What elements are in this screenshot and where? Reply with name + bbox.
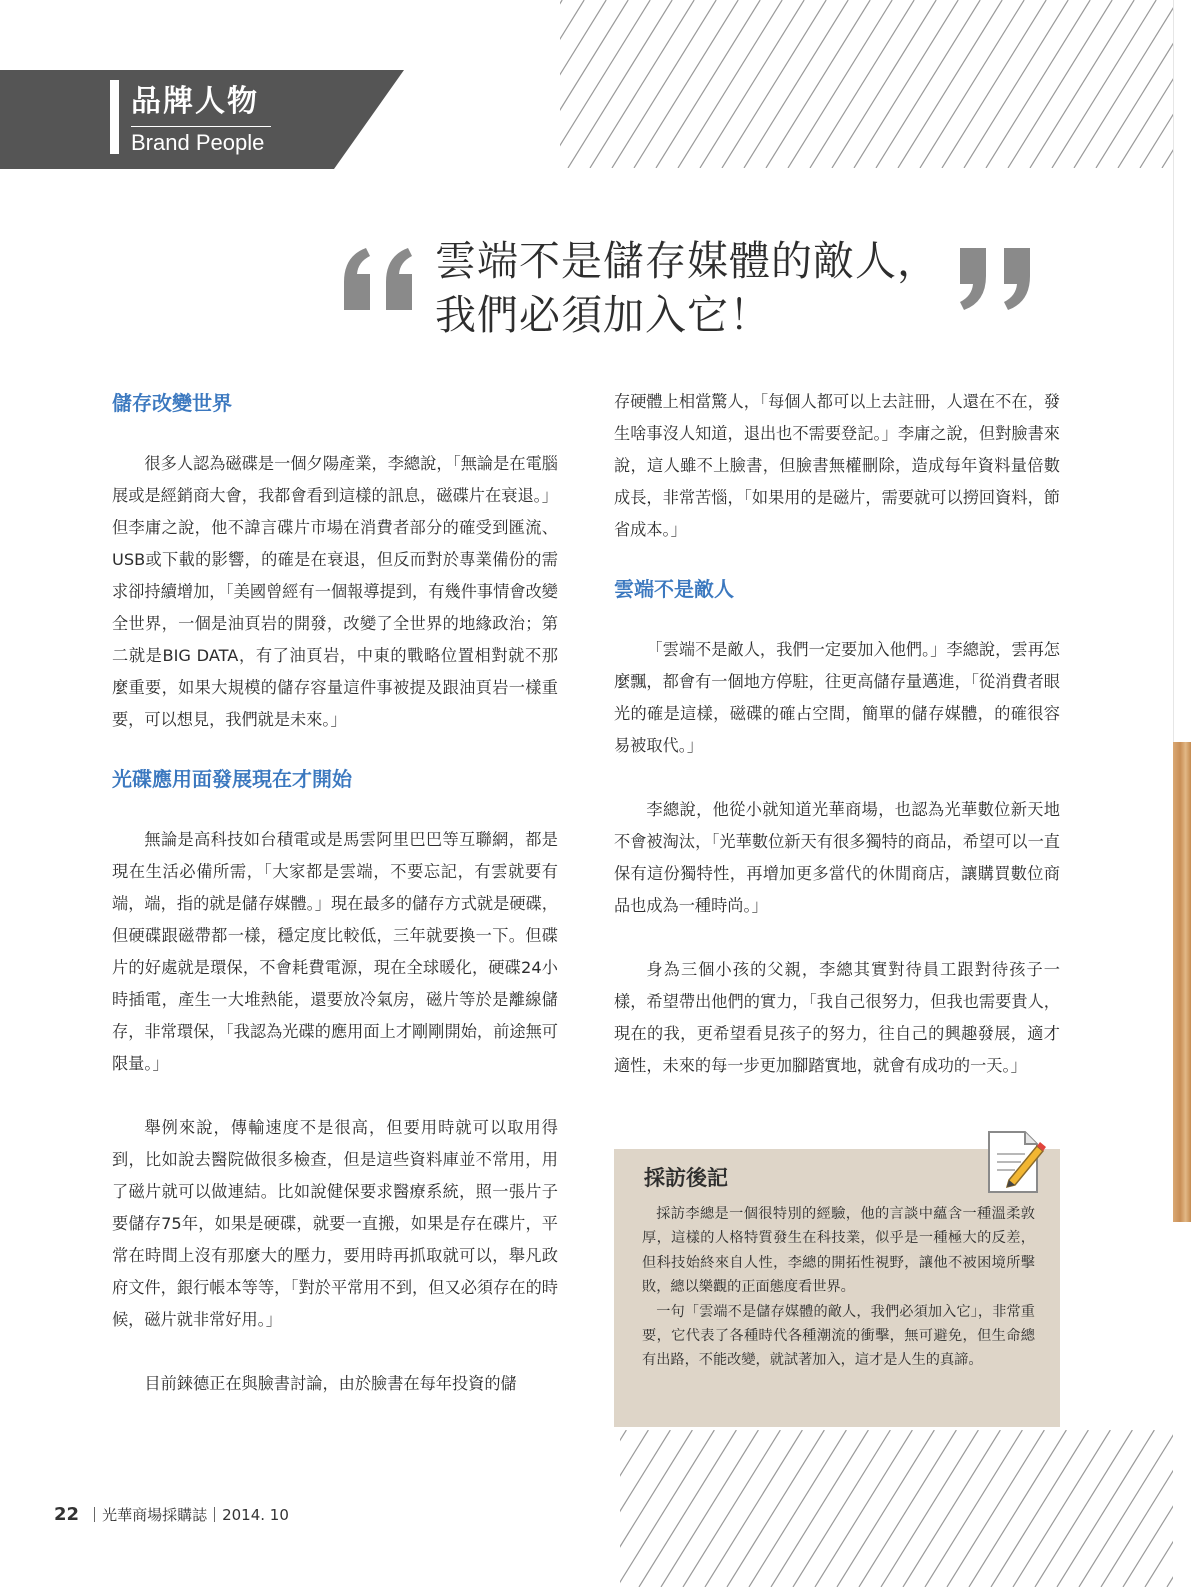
stripe-line	[881, 1430, 978, 1587]
stripe-line	[925, 1430, 1022, 1587]
section-subtitle: Brand People	[131, 130, 265, 155]
magazine-name: 光華商場採購誌	[102, 1506, 208, 1524]
note-title: 採訪後記	[644, 1166, 728, 1190]
article-column-left	[112, 388, 558, 1400]
stripe-line	[1030, 0, 1134, 168]
stripe-line	[661, 1430, 758, 1587]
stripe-line	[634, 0, 738, 168]
stripe-line	[876, 0, 980, 168]
footer-divider	[94, 1507, 95, 1522]
note-paragraph: 一句「雲端不是儲存媒體的敵人，我們必須加入它」，非常重要，它代表了各種時代各種潮流的衝擊，無可避免，但生命總有出路，不能改變，就試著加入，這才是人生的真諦。	[642, 1303, 1035, 1369]
subheading-storage-changes-world: 儲存改變世界	[112, 391, 232, 415]
stripe-line	[815, 1430, 912, 1587]
stripe-line	[832, 0, 936, 168]
stripe-line	[788, 0, 892, 168]
stripe-line	[727, 1430, 824, 1587]
stripe-line	[991, 1430, 1088, 1587]
page-footer	[54, 1502, 289, 1528]
article-paragraph: 目前錸德正在與臉書討論，由於臉書在每年投資的儲	[144, 1374, 517, 1393]
article-paragraph: 很多人認為磁碟是一個夕陽產業，李總說，「無論是在電腦展或是經銷商大會，我都會看到這樣的訊息，磁碟片在衰退。」但李庸之說，他不諱言碟片市場在消費者部分的確受到匯流、USB或下載的影響，的確是在衰退，但反而對於專業備份的需求卻持續增加，「美國曾經有一個報導提到，有幾件事情會改變全世界，一個是油頁岩的開發，改變了全世界的地緣政治；第二就是BIG DATA，有了油頁岩，中東的戰略位置相對就不那麼重要，如果大規模的儲存容量這件事被提及跟油頁岩一樣重要，可以想見，我們就是未來。」	[112, 454, 558, 729]
stripe-line	[969, 1430, 1066, 1587]
stripe-line	[947, 1430, 1044, 1587]
note-body	[642, 1202, 1035, 1373]
stripe-line	[964, 0, 1068, 168]
stripe-line	[1123, 1430, 1173, 1587]
article-paragraph: 舉例來說，傳輸速度不是很高，但要用時就可以取用得到，比如說去醫院做很多檢查，但是這些資料庫並不常用，用了磁片就可以做連結。比如說健保要求醫療系統，照一張片子要儲存75年，如果是硬碟，就要一直搬，如果是存在碟片，平常在時間上沒有那麼大的壓力，要用時再抓取就可以，舉凡政府文件，銀行帳本等等，「對於平常用不到，但又必須存在的時候，磁片就非常好用。」	[112, 1118, 558, 1329]
stripe-line	[722, 0, 826, 168]
headline-line-1: 雲端不是儲存媒體的敵人，	[435, 237, 939, 285]
stripe-line	[1096, 0, 1173, 168]
stripe-line	[590, 0, 694, 168]
stripe-line	[810, 0, 914, 168]
stripe-line	[1140, 0, 1173, 168]
stripe-line	[898, 0, 1002, 168]
stripe-line	[986, 0, 1090, 168]
note-paragraph: 採訪李總是一個很特別的經驗，他的言談中蘊含一種溫柔敦厚，這樣的人格特質發生在科技業，似乎是一種極大的反差，但科技始終來自人性，李總的開拓性視野，讓他不被困境所擊敗，總以樂觀的正面態度看世界。	[642, 1206, 1035, 1296]
stripe-pattern-top	[560, 0, 1173, 168]
stripe-line	[678, 0, 782, 168]
subheading-disc-applications: 光碟應用面發展現在才開始	[112, 767, 352, 791]
article-paragraph: 「雲端不是敵人，我們一定要加入他們。」李總說，雲再怎麼飄，都會有一個地方停駐，往更高儲存量邁進，「從消費者眼光的確是這樣，磁碟的確占空間，簡單的儲存媒體，的確很容易被取代。」	[614, 640, 1060, 755]
banner-divider	[131, 126, 271, 127]
stripe-line	[766, 0, 870, 168]
stripe-line	[771, 1430, 868, 1587]
stripe-line	[749, 1430, 846, 1587]
stripe-pattern-bottom	[620, 1430, 1173, 1587]
stripe-line	[639, 1430, 736, 1587]
stripe-line	[744, 0, 848, 168]
section-title: 品牌人物	[131, 84, 259, 119]
headline-line-2: 我們必須加入它！	[435, 291, 771, 339]
stripe-line	[705, 1430, 802, 1587]
article-column-right	[614, 386, 1060, 1082]
stripe-line	[1013, 1430, 1110, 1587]
stripe-line	[620, 1430, 626, 1587]
stripe-line	[568, 0, 672, 168]
article-paragraph: 身為三個小孩的父親，李總其實對待員工跟對待孩子一樣，希望帶出他們的實力，「我自己很努力，但我也需要貴人，現在的我，更希望看見孩子的努力，往自己的興趣發展，適才適性，未來的每一步更加腳踏實地，就會有成功的一天。」	[614, 960, 1060, 1075]
article-paragraph-continued: 存硬體上相當驚人，「每個人都可以上去註冊，人還在不在，發生啥事沒人知道，退出也不需要登記。」李庸之說，但對臉書來說，這人雖不上臉書，但臉書無權刪除，造成每年資料量倍數成長，非常苦惱，「如果用的是磁片，需要就可以撈回資料，節省成本。」	[614, 392, 1060, 539]
page-number: 22	[54, 1504, 80, 1525]
stripe-line	[942, 0, 1046, 168]
footer-divider	[214, 1507, 215, 1522]
stripe-line	[560, 0, 628, 168]
article-paragraph: 無論是高科技如台積電或是馬雲阿里巴巴等互聯網，都是現在生活必備所需，「大家都是雲端，不要忘記，有雲就要有端，端，指的就是儲存媒體。」現在最多的儲存方式就是硬碟，但硬碟跟磁帶都一樣，穩定度比較低，三年就要換一下。但碟片的好處就是環保，不會耗費電源，現在全球暖化，硬碟24小時插電，產生一大堆熱能，還要放冷氣房，磁片等於是離線儲存，非常環保，「我認為光碟的應用面上才剛剛開始，前途無可限量。」	[112, 830, 558, 1073]
headline	[435, 234, 939, 342]
stripe-line	[656, 0, 760, 168]
subheading-cloud-not-enemy: 雲端不是敵人	[614, 577, 734, 601]
stripe-line	[1052, 0, 1156, 168]
stripe-line	[837, 1430, 934, 1587]
close-quote-icon	[960, 248, 1034, 310]
stripe-line	[683, 1430, 780, 1587]
notepad-pencil-icon	[985, 1128, 1047, 1196]
stripe-line	[700, 0, 804, 168]
page-edge-rule	[1173, 0, 1174, 742]
stripe-line	[903, 1430, 1000, 1587]
stripe-line	[1162, 0, 1173, 168]
stripe-line	[1057, 1430, 1154, 1587]
stripe-line	[1035, 1430, 1132, 1587]
article-paragraph: 李總說，他從小就知道光華商場，也認為光華數位新天地不會被淘汰，「光華數位新天有很多獨特的商品，希望可以一直保有這份獨特性，再增加更多當代的休閒商店，讓購買數位商品也成為一種時尚。」	[614, 800, 1060, 915]
issue-date: 2014. 10	[222, 1506, 289, 1524]
open-quote-icon	[344, 248, 418, 310]
stripe-line	[620, 1430, 670, 1587]
stripe-line	[1008, 0, 1112, 168]
stripe-line	[920, 0, 1024, 168]
stripe-line	[859, 1430, 956, 1587]
stripe-line	[560, 0, 584, 168]
stripe-line	[793, 1430, 890, 1587]
stripe-line	[854, 0, 958, 168]
banner-accent-bar	[110, 80, 119, 154]
stripe-line	[1074, 0, 1173, 168]
wood-edge-decoration	[1173, 742, 1191, 1222]
stripe-line	[612, 0, 716, 168]
